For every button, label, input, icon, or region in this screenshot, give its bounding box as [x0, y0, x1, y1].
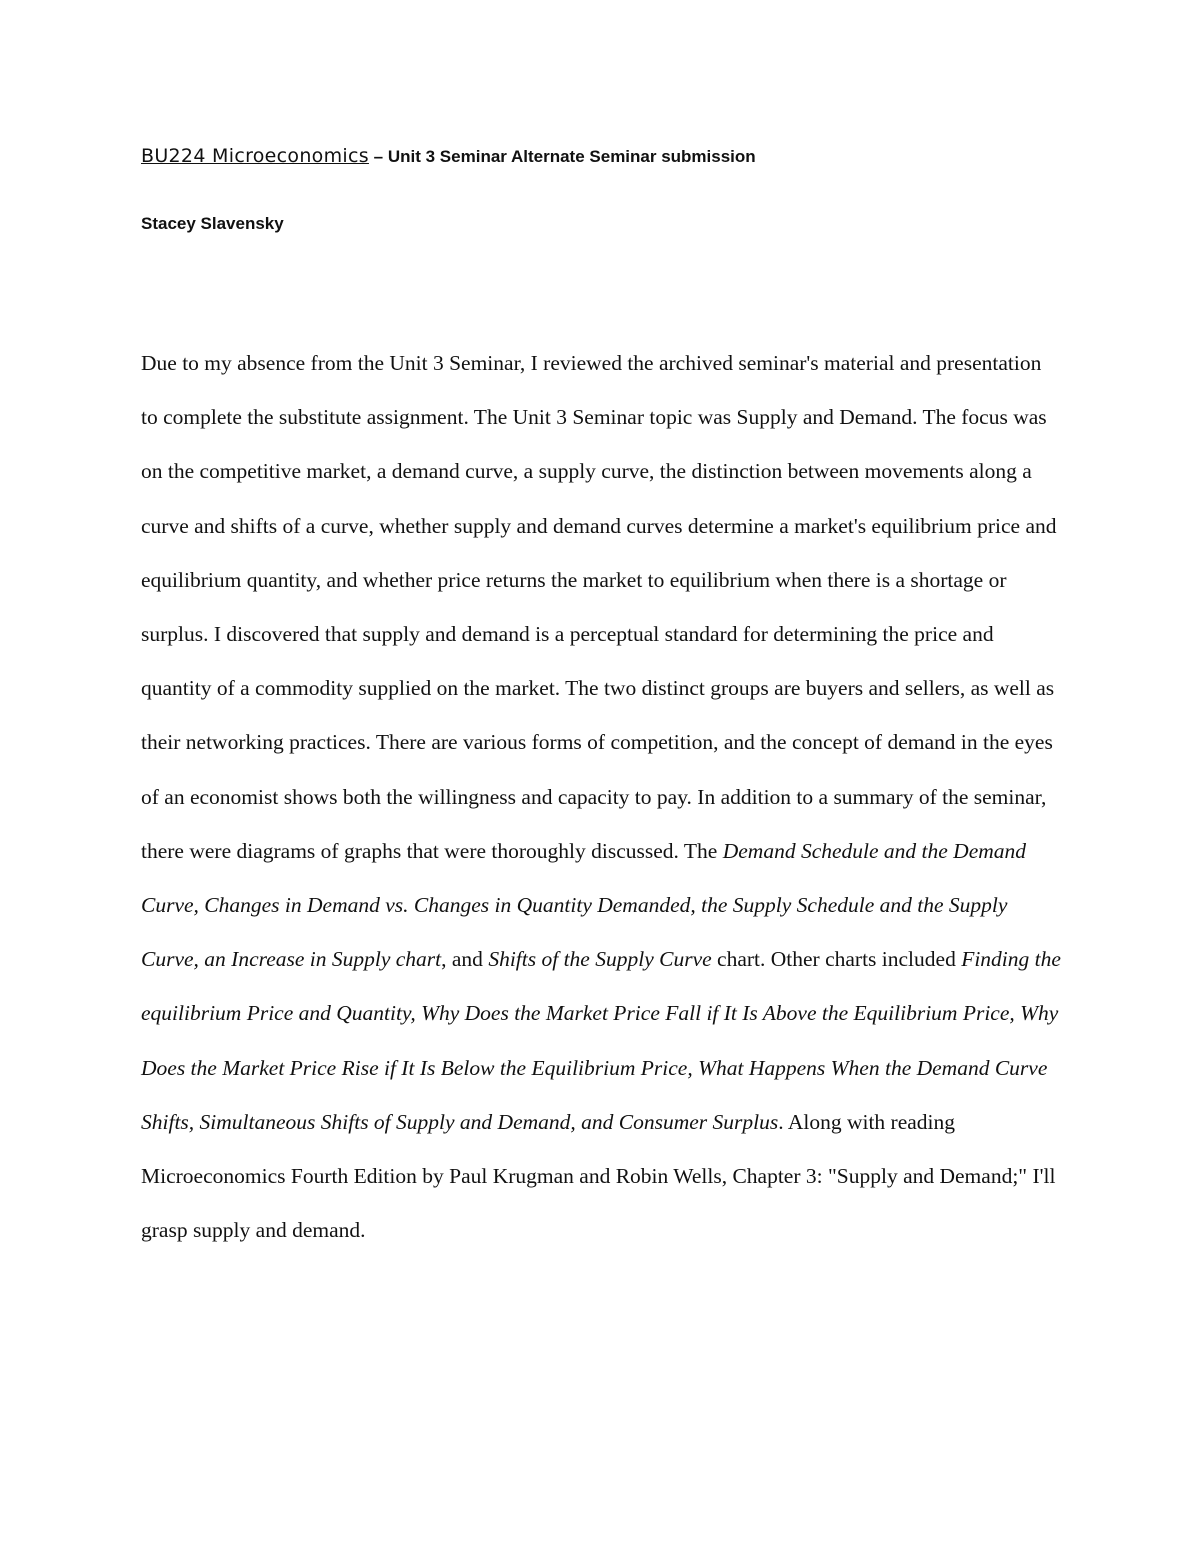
paragraph-text: chart. Other charts included [711, 947, 962, 972]
assignment-subtitle: Unit 3 Seminar Alternate Seminar submission [387, 147, 756, 166]
paragraph-italic-text: Shifts of the Supply Curve [488, 947, 712, 972]
paragraph-italic-text: Finding the equilibrium Price and Quantity, Why Does the Market Price Fall if It Is Above the Equilibrium Price, Why Does the Market Price Rise if It Is Below the Equilibrium Price, What Happens When the Demand Curve Shifts, Simultaneous Shifts of Supply and Demand, and Consumer Surplus [141, 947, 1061, 1134]
body-paragraph [141, 336, 1061, 1257]
heading-separator: – [368, 147, 388, 166]
paragraph-italic-text: Demand Schedule and the Demand Curve, Changes in Demand vs. Changes in Quantity Demanded, the Supply Schedule and the Supply Curve, an Increase in Supply chart [141, 838, 1027, 972]
paragraph-text: Due to my absence from the Unit 3 Seminar, I reviewed the archived seminar's material and presentation to complete the substitute assignment. The Unit 3 Seminar topic was Supply and Demand. The focus was on the competitive market, a demand curve, a supply curve, the distinction between movements along a curve and shifts of a curve, whether supply and demand curves determine a market's equilibrium price and equilibrium quantity, and whether price returns the market to equilibrium when there is a shortage or surplus. I discovered that supply and demand is a perceptual standard for determining the price and quantity of a commodity supplied on the market. The two distinct groups are buyers and sellers, as well as their networking practices. There are various forms of competition, and the concept of demand in the eyes of an economist shows both the willingness and capacity to pay. In addition to a summary of the seminar, there were diagrams of graphs that were thoroughly discussed. The [141, 351, 1057, 863]
paragraph-text: , and [441, 947, 489, 972]
author-name: Stacey Slavensky [141, 214, 284, 233]
document-heading [141, 141, 1081, 172]
paragraph-text: . Along with reading Microeconomics Fourth Edition by Paul Krugman and Robin Wells, Chapter 3: "Supply and Demand;" I'll grasp supply and demand. [141, 1109, 1056, 1243]
course-title: BU224 Microeconomics [141, 145, 369, 167]
